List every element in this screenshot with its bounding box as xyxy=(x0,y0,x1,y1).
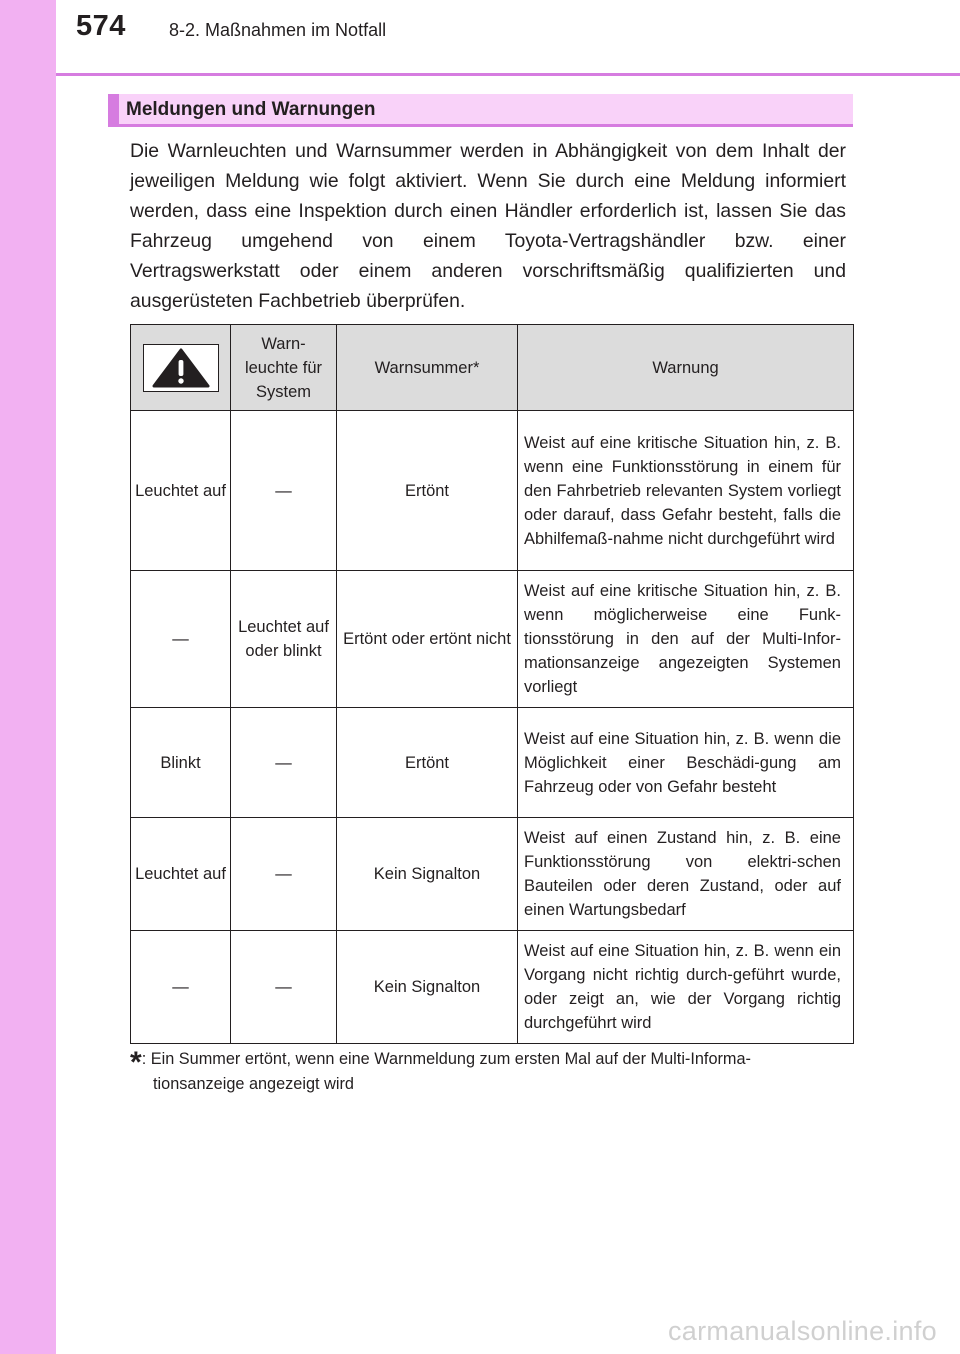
cell-warning: Weist auf eine kritische Situation hin, z. B. wenn möglicherweise eine Funk-tionsstörung in den auf der Multi-Infor-mationsanzeige angezeigten Systemen vorliegt xyxy=(518,571,854,708)
table-row xyxy=(131,818,854,931)
footnote-line-2: tionsanzeige angezeigt wird xyxy=(153,1075,354,1093)
footnote-marker: * xyxy=(130,1046,142,1079)
cell-system: Leuchtet auf oder blinkt xyxy=(231,571,337,708)
section-title: Meldungen und Warnungen xyxy=(126,99,376,120)
cell-system: — xyxy=(231,708,337,818)
cell-master: Blinkt xyxy=(131,708,231,818)
header-system-light: Warn-leuchte für System xyxy=(231,325,337,411)
table-row xyxy=(131,411,854,571)
header-master-warning xyxy=(131,325,231,411)
cell-buzzer: Ertönt xyxy=(337,708,518,818)
cell-system: — xyxy=(231,818,337,931)
footnote xyxy=(130,1047,860,1097)
cell-buzzer: Ertönt xyxy=(337,411,518,571)
cell-buzzer: Kein Signalton xyxy=(337,818,518,931)
side-band xyxy=(0,0,56,1354)
cell-warning: Weist auf eine Situation hin, z. B. wenn ein Vorgang nicht richtig durch-geführt wurde, oder zeigt an, wie der Vorgang richtig durchgeführt wird xyxy=(518,931,854,1044)
cell-buzzer: Kein Signalton xyxy=(337,931,518,1044)
cell-warning: Weist auf eine kritische Situation hin, z. B. wenn eine Funktionsstörung in einem für den Fahrbetrieb relevanten System vorliegt oder darauf, dass Gefahr besteht, falls die Abhilfemaß-nahme nicht durchgeführt wird xyxy=(518,411,854,571)
header-buzzer: Warnsummer* xyxy=(337,325,518,411)
header-rule xyxy=(56,73,960,76)
cell-master: — xyxy=(131,931,231,1044)
cell-buzzer: Ertönt oder ertönt nicht xyxy=(337,571,518,708)
table-row xyxy=(131,571,854,708)
cell-master: Leuchtet auf xyxy=(131,411,231,571)
page-number: 574 xyxy=(76,10,126,42)
watermark: carmanualsonline.info xyxy=(668,1316,937,1346)
table-row xyxy=(131,708,854,818)
section-heading-accent xyxy=(108,94,119,124)
cell-master: Leuchtet auf xyxy=(131,818,231,931)
section-heading-bar xyxy=(108,94,853,127)
cell-warning: Weist auf einen Zustand hin, z. B. eine Funktionsstörung von elektri-schen Bauteilen oder deren Zustand, oder auf einen Wartungsbedarf xyxy=(518,818,854,931)
table-row xyxy=(131,931,854,1044)
warning-triangle-icon xyxy=(143,344,219,392)
warning-table xyxy=(130,324,854,1044)
chapter-title: 8-2. Maßnahmen im Notfall xyxy=(169,20,387,40)
cell-master: — xyxy=(131,571,231,708)
intro-paragraph: Die Warnleuchten und Warnsummer werden in Abhängigkeit von dem Inhalt der jeweiligen Meldung wie folgt aktiviert. Wenn Sie durch eine Meldung informiert werden, dass eine Inspektion durch einen Händler erforderlich ist, lassen Sie das Fahrzeug umgehend von einem Toyota-Vertragshändler bzw. einer Vertragswerkstatt oder einem anderen vorschriftsmäßig qualifizierten und ausgerüsteten Fachbetrieb überprüfen. xyxy=(130,140,846,312)
footnote-text-1: : Ein Summer ertönt, wenn eine Warnmeldung zum ersten Mal auf der Multi-Informa- xyxy=(141,1050,751,1068)
cell-warning: Weist auf eine Situation hin, z. B. wenn die Möglichkeit einer Beschädi-gung am Fahrzeug oder von Gefahr besteht xyxy=(518,708,854,818)
table-header-row xyxy=(131,325,854,411)
cell-system: — xyxy=(231,411,337,571)
footnote-line-1 xyxy=(130,1046,860,1079)
cell-system: — xyxy=(231,931,337,1044)
header-warning: Warnung xyxy=(518,325,854,411)
